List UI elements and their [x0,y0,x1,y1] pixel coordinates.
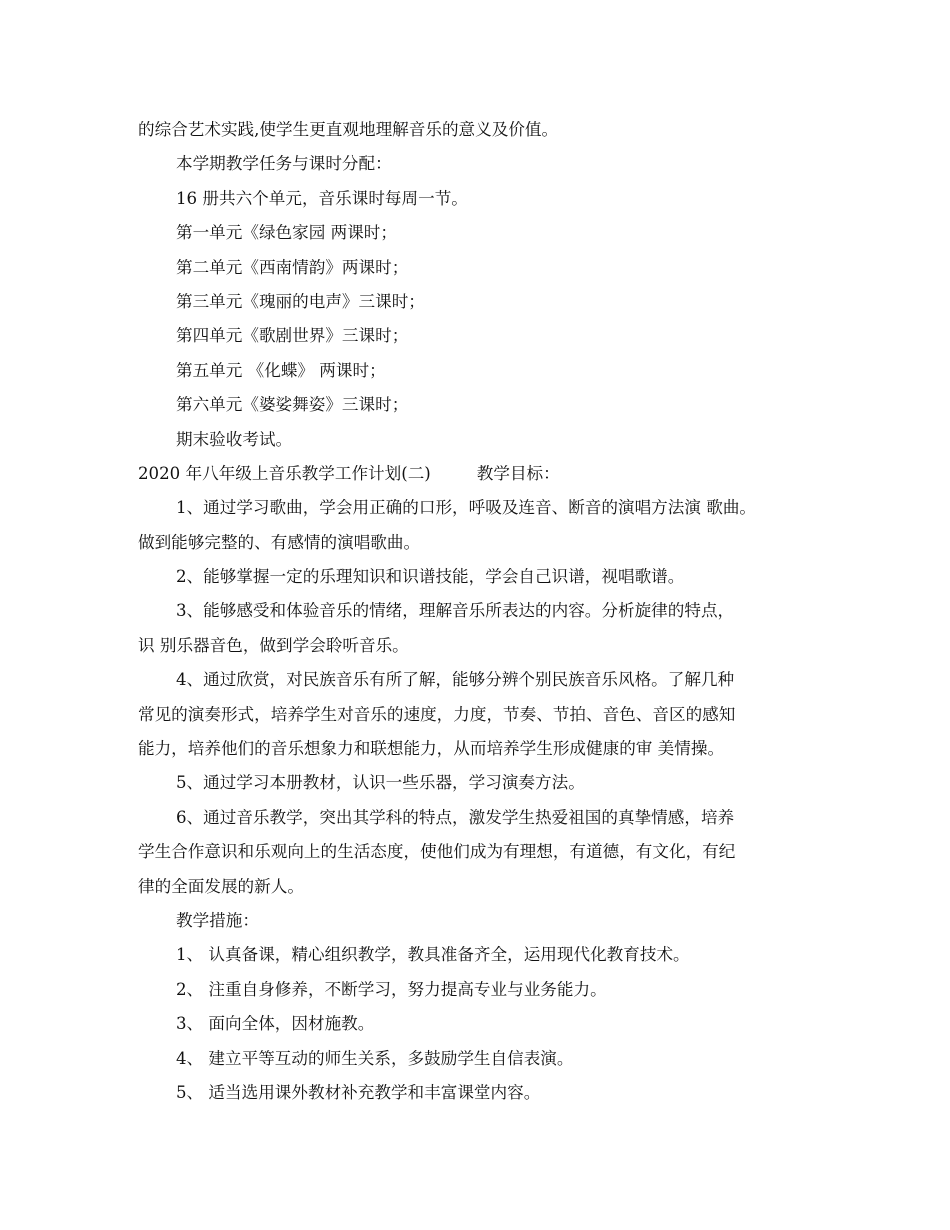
text-line: 4、通过欣赏，对民族音乐有所了解，能够分辨个别民族音乐风格。了解几种 [176,670,735,690]
text-line: 律的全面发展的新人。 [138,876,304,896]
list-item: 3、 面向全体，因材施教。 [176,1014,375,1034]
subsection-heading: 教学目标： [476,463,560,483]
text-line: 第六单元《婆娑舞姿》三课时； [176,395,409,415]
section-heading: 2020 年八年级上音乐教学工作计划(二) [138,463,431,483]
text-line: 第三单元《瑰丽的电声》三课时； [176,291,425,311]
text-line: 1、通过学习歌曲，学会用正确的口形，呼吸及连音、断音的演唱方法演 歌曲。 [176,498,757,518]
list-item: 5、 适当选用课外教材补充教学和丰富课堂内容。 [176,1082,541,1102]
text-line: 6、通过音乐教学，突出其学科的特点，激发学生热爱祖国的真挚情感，培养 [176,807,735,827]
text-line: 第四单元《歌剧世界》三课时； [176,326,409,346]
list-item: 1、 认真备课，精心组织教学，教具准备齐全，运用现代化教育技术。 [176,945,690,965]
text-line: 16 册共六个单元，音乐课时每周一节。 [176,188,468,208]
text-line: 期末验收考试。 [176,429,293,449]
text-line: 教学措施： [176,910,259,930]
text-line: 本学期教学任务与课时分配： [176,154,392,174]
text-line: 能力，培养他们的音乐想象力和联想能力，从而培养学生形成健康的审 美情操。 [138,739,725,759]
section-heading-line [138,457,818,491]
list-item: 4、 建立平等互动的师生关系，多鼓励学生自信表演。 [176,1048,574,1068]
list-item: 2、 注重自身修养，不断学习，努力提高专业与业务能力。 [176,979,607,999]
text-line: 第一单元《绿色家园 两课时； [176,223,397,243]
text-line: 5、通过学习本册教材，认识一些乐器，学习演奏方法。 [176,773,585,793]
document-body [138,113,818,1110]
text-line: 学生合作意识和乐观向上的生活态度，使他们成为有理想，有道德，有文化，有纪 [138,842,736,862]
text-line: 2、能够掌握一定的乐理知识和识谱技能，学会自己识谱，视唱歌谱。 [176,567,685,587]
text-line: 做到能够完整的、有感情的演唱歌曲。 [138,532,421,552]
text-line: 第二单元《西南情韵》两课时； [176,257,409,277]
text-line: 常见的演奏形式，培养学生对音乐的速度，力度，节奏、节拍、音色、音区的感知 [138,704,736,724]
text-line: 3、能够感受和体验音乐的情绪，理解音乐所表达的内容。分析旋律的特点， [176,601,735,621]
text-line: 的综合艺术实践,使学生更直观地理解音乐的意义及价值。 [138,120,559,139]
text-line: 第五单元 《化蝶》 两课时； [176,360,386,380]
text-line: 识 别乐器音色，做到学会聆听音乐。 [138,635,409,655]
